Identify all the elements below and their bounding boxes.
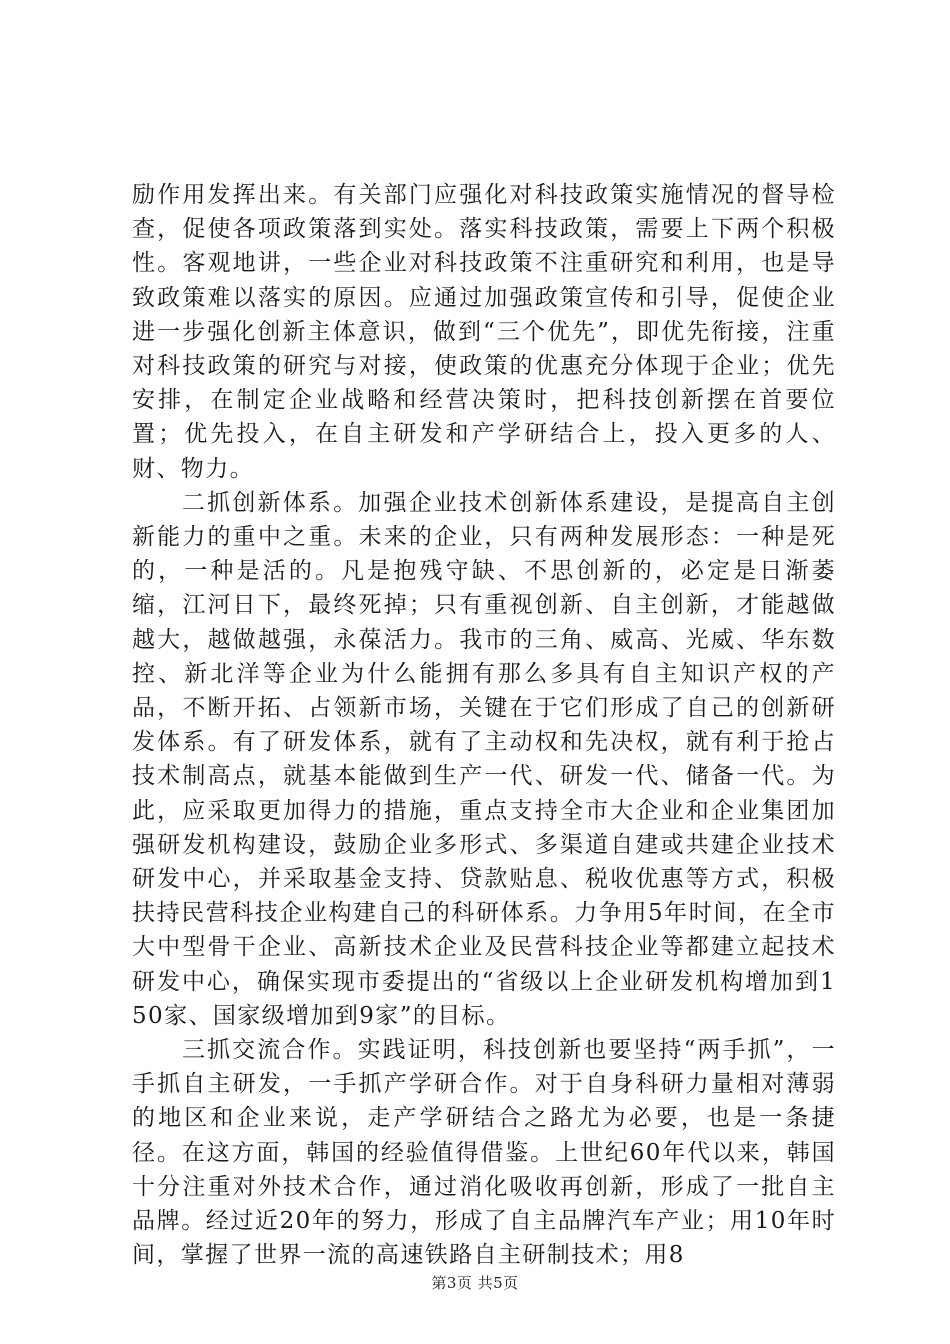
paragraph-exchange-cooperation: 三抓交流合作。实践证明，科技创新也要坚持“两手抓”，一手抓自主研发，一手抓产学研合作。对于自身科研力量相对薄弱的地区和企业来说，走产学研结合之路尤为必要，也是一条捷径。在这方面，韩国的经验值得借鉴。上世纪60年代以来，韩国十分注重对外技术合作，通过消化吸收再创新，形成了一批自主品牌。经过近20年的努力，形成了自主品牌汽车产业；用10年时间，掌握了世界一流的高速铁路自主研制技术；用8 [132, 1037, 836, 1269]
paragraph-policy-implementation: 励作用发挥出来。有关部门应强化对科技政策实施情况的督导检查，促使各项政策落到实处。落实科技政策，需要上下两个积极性。客观地讲，一些企业对科技政策不注重研究和利用，也是导致政策难以落实的原因。应通过加强政策宣传和引导，促使企业进一步强化创新主体意识，做到“三个优先”，即优先衔接，注重对科技政策的研究与对接，使政策的优惠充分体现于企业；优先安排，在制定企业战略和经营决策时，把科技创新摆在首要位置；优先投入，在自主研发和产学研结合上，投入更多的人、财、物力。 [132, 182, 836, 482]
paragraph-innovation-system: 二抓创新体系。加强企业技术创新体系建设，是提高自主创新能力的重中之重。未来的企业，只有两种发展形态：一种是死的，一种是活的。凡是抱残守缺、不思创新的，必定是日渐萎缩，江河日下，最终死掉；只有重视创新、自主创新，才能越做越大，越做越强，永葆活力。我市的三角、威高、光威、华东数控、新北洋等企业为什么能拥有那么多具有自主知识产权的产品，不断开拓、占领新市场，关键在于它们形成了自己的创新研发体系。有了研发体系，就有了主动权和先决权，就有利于抢占技术制高点，就基本能做到生产一代、研发一代、储备一代。为此，应采取更加得力的措施，重点支持全市大企业和企业集团加强研发机构建设，鼓励企业多形式、多渠道自建或共建企业技术研发中心，并采取基金支持、贷款贴息、税收优惠等方式，积极扶持民营科技企业构建自己的科研体系。力争用5年时间，在全市大中型骨干企业、高新技术企业及民营科技企业等都建立起技术研发中心，确保实现市委提出的“省级以上企业研发机构增加到150家、国家级增加到9家”的目标。 [132, 489, 836, 1029]
page-number-footer: 第3页 共5页 [431, 1274, 519, 1292]
document-body [132, 178, 836, 1273]
